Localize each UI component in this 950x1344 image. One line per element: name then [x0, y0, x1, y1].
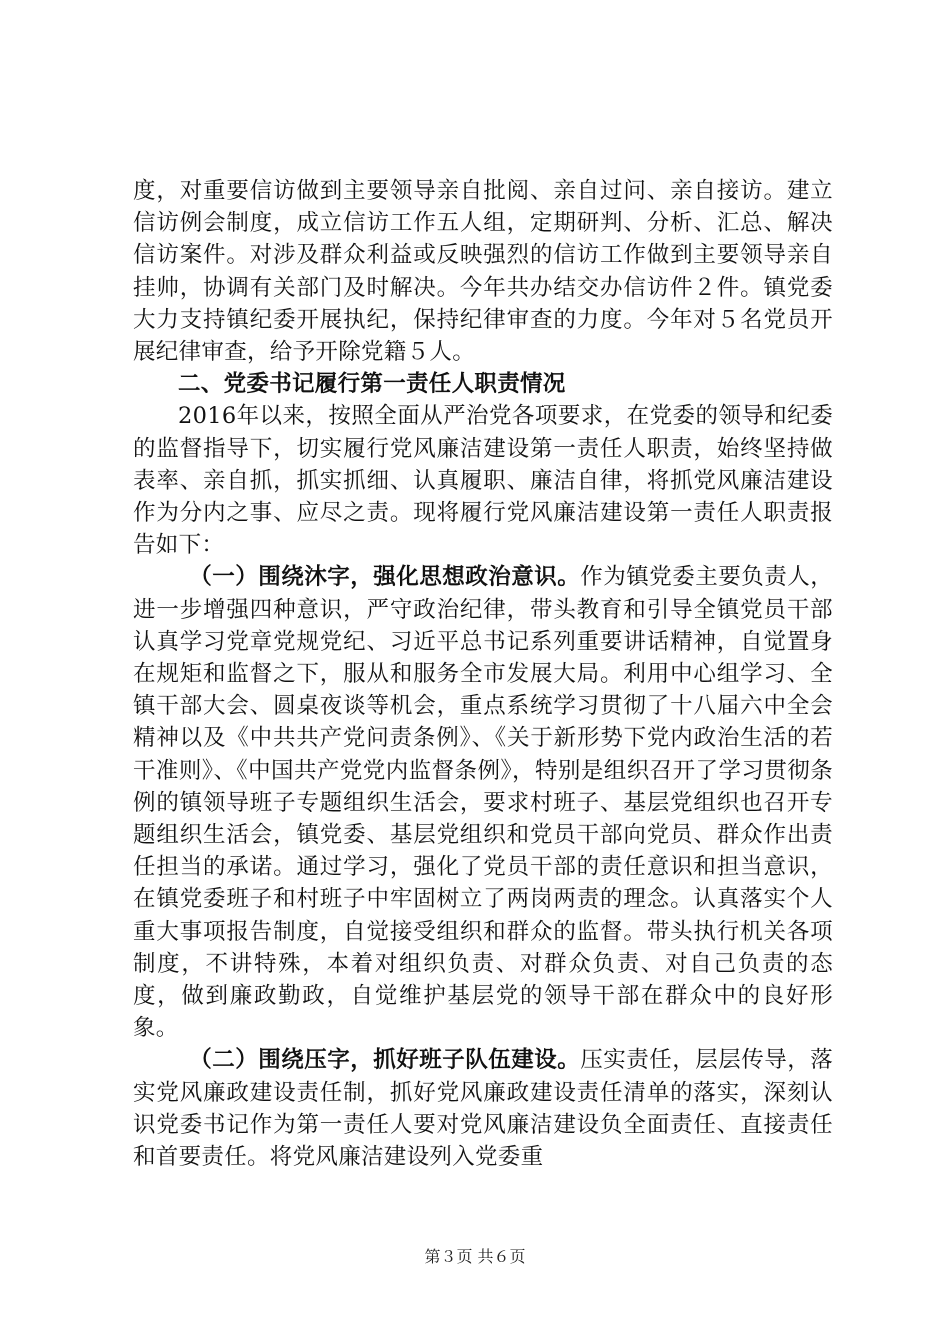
page-footer: 第３页 共６页	[424, 1247, 526, 1266]
section-heading: 二、党委书记履行第一责任人职责情况	[178, 371, 566, 398]
paragraph-petition: 度，对重要信访做到主要领导亲自批阅、亲自过问、亲自接访。建立信访例会制度，成立信访工作五人组，定期研判、分析、汇总、解决信访案件。对涉及群众利益或反映强烈的信访工作做到主要领导亲自挂帅，协调有关部门及时解决。今年共办结交办信访件２件。镇党委大力支持镇纪委开展执纪，保持纪律审查的力度。今年对５名党员开展纪律审查，给予开除党籍５人。	[133, 178, 833, 366]
section-2-body: 压实责任，层层传导，落实党风廉政建设责任制，抓好党风廉政建设责任清单的落实，深刻认识党委书记作为第一责任人要对党风廉洁建设负全面责任、直接责任和首要责任。将党风廉洁建设列入党委重	[133, 1047, 833, 1171]
paragraph-section-1	[133, 561, 833, 1044]
section-2-lead: （二）围绕压字，抓好班子队伍建设。	[189, 1047, 581, 1074]
document-body	[133, 175, 833, 1173]
paragraph-intro: 2016年以来，按照全面从严治党各项要求，在党委的领导和纪委的监督指导下，切实履行党风廉洁建设第一责任人职责，始终坚持做表率、亲自抓，抓实抓细、认真履职、廉洁自律，将抓党风廉洁建设作为分内之事、应尽之责。现将履行党风廉洁建设第一责任人职责报告如下：	[133, 403, 833, 559]
section-1-body: 作为镇党委主要负责人，进一步增强四种意识，严守政治纪律，带头教育和引导全镇党员干部认真学习党章党规党纪、习近平总书记系列重要讲话精神，自觉置身在规矩和监督之下，服从和服务全市发展大局。利用中心组学习、全镇干部大会、圆桌夜谈等机会，重点系统学习贯彻了十八届六中全会精神以及《中共共产党问责条例》、《关于新形势下党内政治生活的若干准则》、《中国共产党党内监督条例》，特别是组织召开了学习贯彻条例的镇领导班子专题组织生活会，要求村班子、基层党组织也召开专题组织生活会，镇党委、基层党组织和党员干部向党员、群众作出责任担当的承诺。通过学习，强化了党员干部的责任意识和担当意识，在镇党委班子和村班子中牢固树立了两岗两责的理念。认真落实个人重大事项报告制度，自觉接受组织和群众的监督。带头执行机关各项制度，不讲特殊，本着对组织负责、对群众负责、对自己负责的态度，做到廉政勤政，自觉维护基层党的领导干部在群众中的良好形象。	[133, 564, 833, 1042]
paragraph-section-2	[133, 1044, 833, 1173]
section-1-lead: （一）围绕沐字，强化思想政治意识。	[189, 564, 581, 591]
